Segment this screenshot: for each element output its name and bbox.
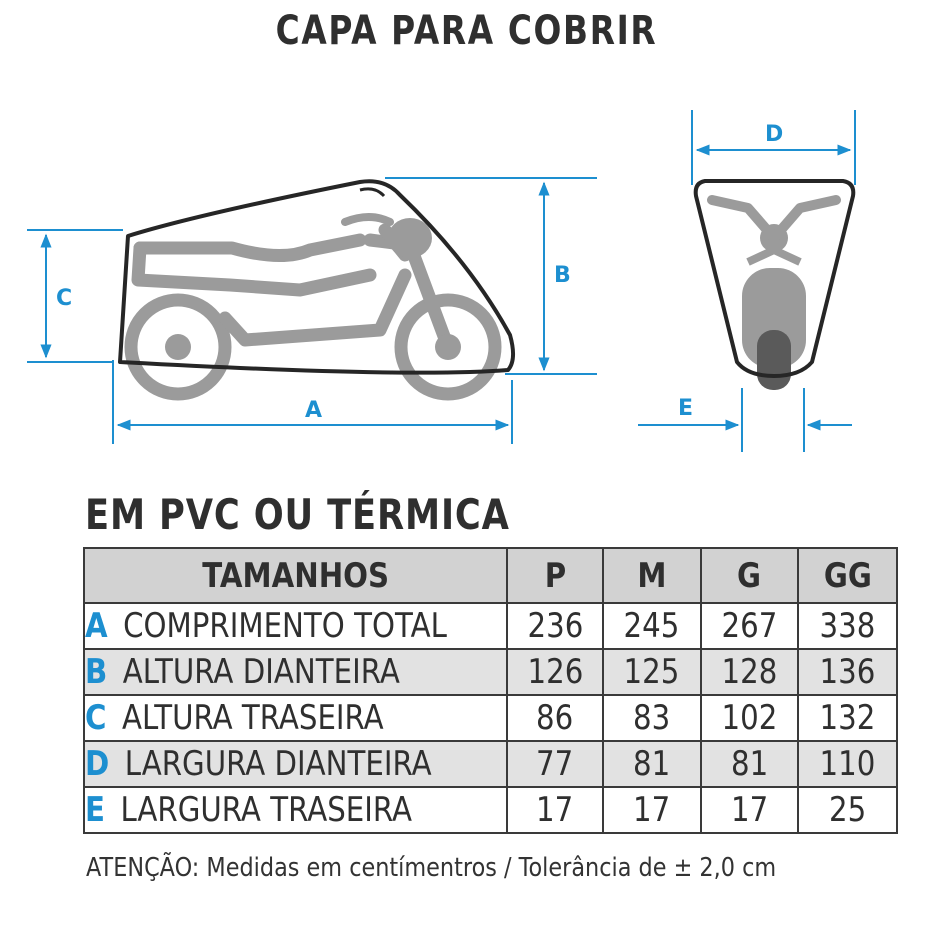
table-row xyxy=(84,741,897,787)
dimension-label-b: B xyxy=(554,263,571,288)
size-table xyxy=(83,547,898,834)
cell-value: 81 xyxy=(603,741,700,787)
cell-value: 102 xyxy=(701,695,798,741)
row-letter: E xyxy=(85,790,105,830)
cell-value: 125 xyxy=(603,649,700,695)
material-subtitle: EM PVC OU TÉRMICA xyxy=(85,490,510,539)
row-label-c: C ALTURA TRASEIRA xyxy=(84,695,507,741)
row-letter: B xyxy=(85,652,108,692)
cell-value: 17 xyxy=(701,787,798,833)
dimension-label-d: D xyxy=(765,122,784,147)
header-g: G xyxy=(701,548,798,603)
row-label-a: A COMPRIMENTO TOTAL xyxy=(84,603,507,649)
cell-value: 128 xyxy=(701,649,798,695)
table-header-row xyxy=(84,548,897,603)
cell-value: 17 xyxy=(603,787,700,833)
cell-value: 77 xyxy=(507,741,603,787)
cell-value: 236 xyxy=(507,603,603,649)
cell-value: 267 xyxy=(701,603,798,649)
table-row xyxy=(84,787,897,833)
row-letter: A xyxy=(85,606,108,646)
tolerance-note: ATENÇÃO: Medidas em centímentros / Tolerância de ± 2,0 cm xyxy=(86,853,777,883)
header-sizes: TAMANHOS xyxy=(84,548,507,603)
dimension-label-a: A xyxy=(305,398,323,423)
cell-value: 25 xyxy=(798,787,897,833)
row-label-e: E LARGURA TRASEIRA xyxy=(84,787,507,833)
header-p: P xyxy=(507,548,603,603)
cell-value: 110 xyxy=(798,741,897,787)
motorcycle-front-view xyxy=(712,200,836,390)
cell-value: 132 xyxy=(798,695,897,741)
dimension-label-e: E xyxy=(678,396,694,421)
cell-value: 338 xyxy=(798,603,897,649)
table-row xyxy=(84,603,897,649)
row-label-b: B ALTURA DIANTEIRA xyxy=(84,649,507,695)
table-row xyxy=(84,649,897,695)
row-letter: D xyxy=(85,744,110,784)
motorcycle-side-view xyxy=(131,217,495,394)
cell-value: 126 xyxy=(507,649,603,695)
cell-value: 81 xyxy=(701,741,798,787)
page-title: CAPA PARA COBRIR xyxy=(275,8,658,54)
row-label-d: D LARGURA DIANTEIRA xyxy=(84,741,507,787)
table-row xyxy=(84,695,897,741)
dimension-label-c: C xyxy=(56,286,73,311)
cell-value: 17 xyxy=(507,787,603,833)
header-gg: GG xyxy=(798,548,897,603)
header-m: M xyxy=(603,548,700,603)
cell-value: 245 xyxy=(603,603,700,649)
cell-value: 136 xyxy=(798,649,897,695)
cell-value: 83 xyxy=(603,695,700,741)
row-letter: C xyxy=(85,698,107,738)
cell-value: 86 xyxy=(507,695,603,741)
